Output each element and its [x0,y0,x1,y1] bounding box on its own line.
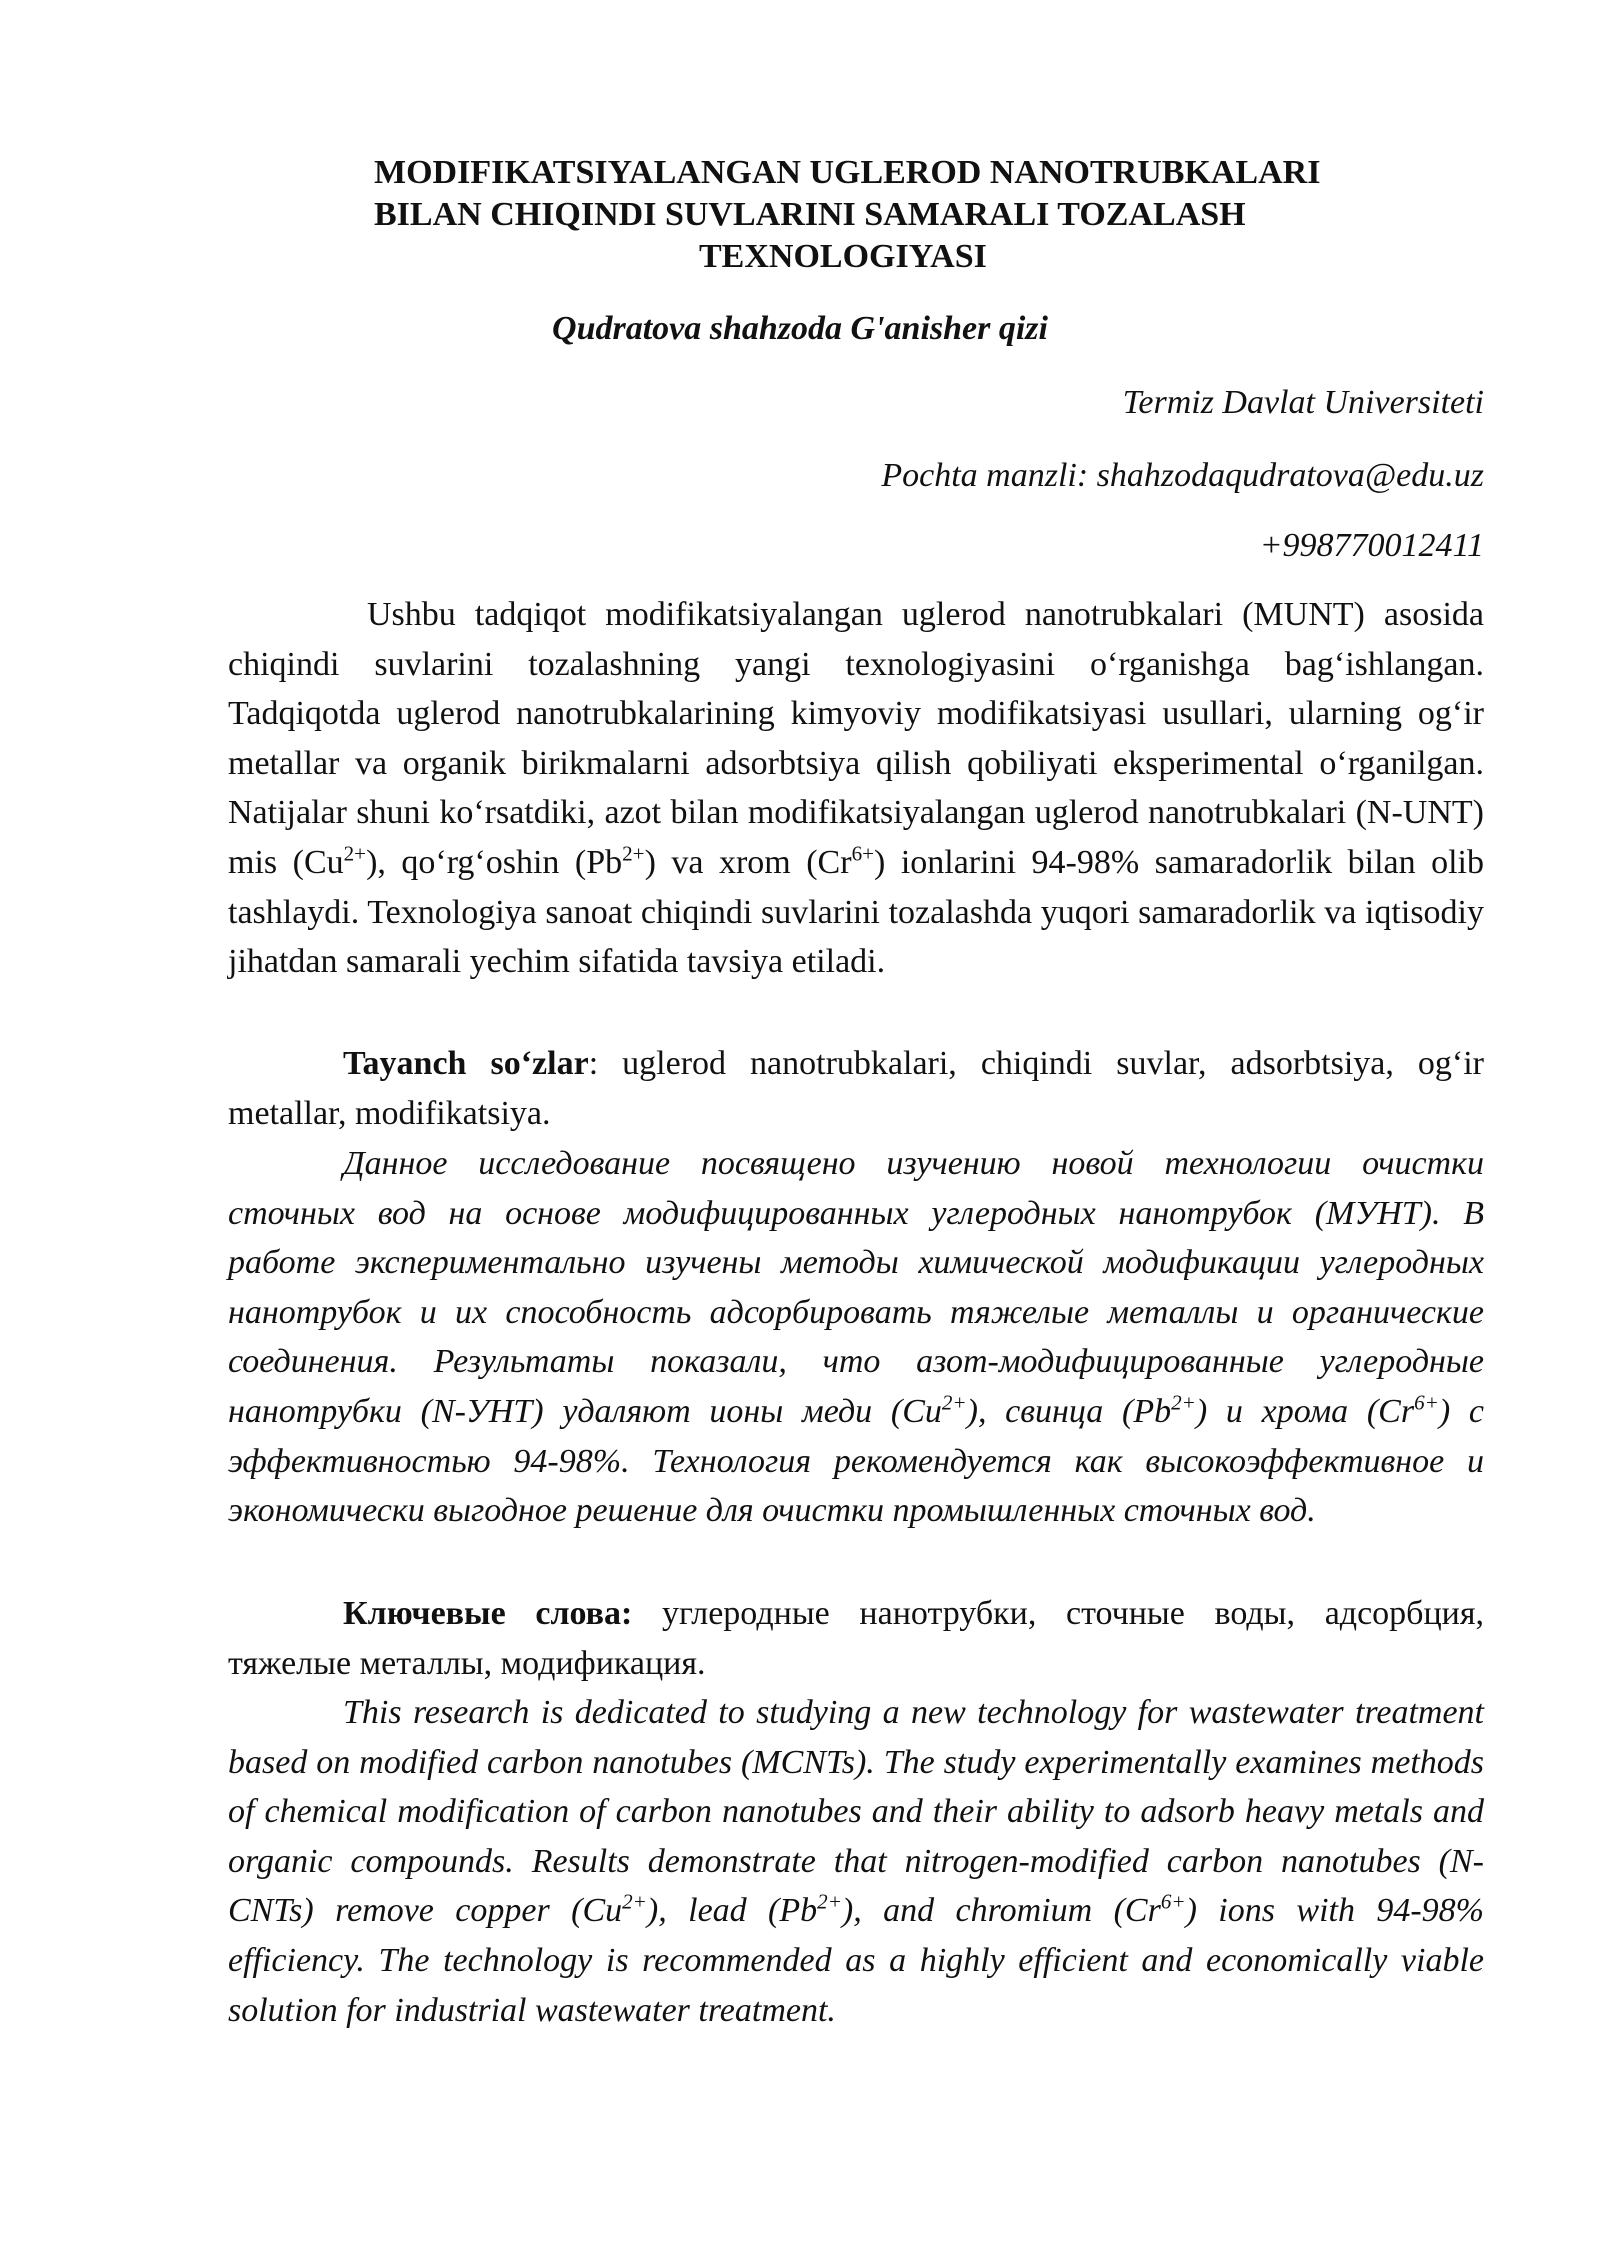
paper-title [374,152,1474,278]
abstract-russian-text: Данное исследование посвящено изучению новой технологии очистки сточных вод на основе модифицированных углеродных нанотрубок (МУНТ). В работе экспериментально изучены методы химической модификации углеродных нанотрубок и их способность адсорбировать тяжелые металлы и органические соединения. Результаты показали, что азот-модифицированные углеродные нанотрубки (N-УНТ) удаляют ионы меди $(Cu^{2+})$, свинца $(Pb^{2+})$ и хрома $(Cr^{6+})$ с эффективностью 94-98%. Технология рекомендуется как высокоэффективное и экономически выгодное решение для очистки промышленных сточных вод. [228,1145,1484,1530]
author-name: Qudratova shahzoda G'anisher qizi [552,310,1048,347]
keywords-russian-text: углеродные нанотрубки, сточные воды, адсорбция, тяжелые металлы, модификация. [228,1595,1484,1682]
keywords-uzbek-label: Tayanch so‘zlar [343,1045,589,1082]
title-line-3: TEXNOLOGIYASI [699,238,987,275]
keywords-uzbek-text: : uglerod nanotrubkalari, chiqindi suvlar, adsorbtsiya, og‘ir metallar, modifikatsiya. [228,1045,1485,1132]
keywords-russian-label: Ключевые слова: [343,1595,633,1632]
abstract-uzbek [228,590,1484,987]
abstract-english [228,1688,1484,2035]
keywords-russian [228,1589,1484,1688]
author-phone: +998770012411 [1259,527,1484,564]
author-email: Pochta manzli: shahzodaqudratova@edu.uz [881,457,1484,494]
abstract-uzbek-text: Ushbu tadqiqot modifikatsiyalangan uglerod nanotrubkalari (MUNT) asosida chiqindi suvlarini tozalashning yangi texnologiyasini o‘rganishga bag‘ishlangan. Tadqiqotda uglerod nanotrubkalarining kimyoviy modifikatsiyasi usullari, ularning og‘ir metallar va organik birikmalarni adsorbtsiya qilish qobiliyati eksperimental o‘rganilgan. Natijalar shuni ko‘rsatdiki, azot bilan modifikatsiyalangan uglerod nanotrubkalari (N-UNT) mis $(Cu^{2+})$, qo‘rg‘oshin $(Pb^{2+})$ va xrom $(Cr^{6+})$ ionlarini 94-98% samaradorlik bilan olib tashlaydi. Texnologiya sanoat chiqindi suvlarini tozalashda yuqori samaradorlik va iqtisodiy jihatdan samarali yechim sifatida tavsiya etiladi. [228,596,1484,981]
title-line-1: MODIFIKATSIYALANGAN UGLEROD NANOTRUBKALARI [374,154,1321,191]
abstract-russian [228,1139,1484,1536]
abstract-english-text: This research is dedicated to studying a new technology for wastewater treatment based on modified carbon nanotubes (MCNTs). The study experimentally examines methods of chemical modification of carbon nanotubes and their ability to adsorb heavy metals and organic compounds. Results demonstrate that nitrogen-modified carbon nanotubes (N-CNTs) remove copper $(Cu^{2+})$, lead $(Pb^{2+})$, and chromium $(Cr^{6+})$ ions with 94-98% efficiency. The technology is recommended as a highly efficient and economically viable solution for industrial wastewater treatment. [228,1694,1485,2029]
affiliation: Termiz Davlat Universiteti [1122,384,1484,421]
title-line-2: BILAN CHIQINDI SUVLARINI SAMARALI TOZALASH [374,196,1246,233]
keywords-uzbek [228,1039,1484,1138]
